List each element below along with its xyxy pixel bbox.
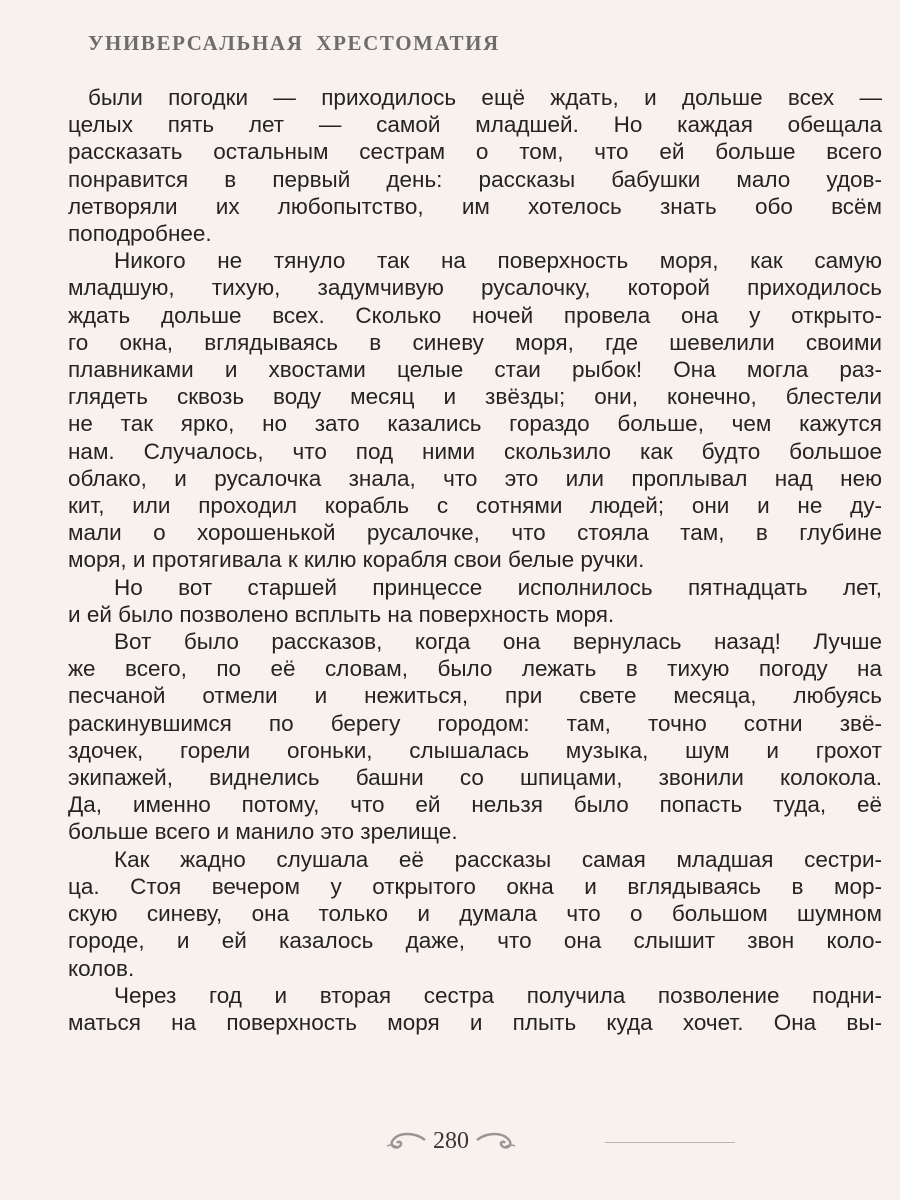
text-line: плавниками и хвостами целые стаи рыбок! Она могла раз-	[68, 357, 882, 383]
text-line: Никого не тянуло так на поверхность моря, как самую	[114, 248, 882, 274]
text-line: младшую, тихую, задумчивую русалочку, которой приходилось	[68, 275, 882, 301]
text-line: были погодки — приходилось ещё ждать, и дольше всех —	[88, 85, 882, 110]
text-line: Но вот старшей принцессе исполнилось пятнадцать лет,	[114, 574, 882, 600]
text-line: здочек, горели огоньки, слышалась музыка, шум и грохот	[68, 737, 882, 763]
text-line: больше всего и манило это зрелище.	[68, 819, 458, 845]
text-line: моря, и протягивала к килю корабля свои белые ручки.	[68, 547, 645, 573]
text-line: рассказать остальным сестрам о том, что ей больше всего	[68, 139, 882, 165]
text-line: Через год и вторая сестра получила позволение подни-	[114, 982, 882, 1008]
text-line: и ей было позволено всплыть на поверхность моря.	[68, 601, 615, 627]
text-line: колов.	[68, 955, 135, 981]
text-line: ждать дольше всех. Сколько ночей провела она у открыто-	[68, 302, 882, 328]
text-line: ца. Стоя вечером у открытого окна и вглядываясь в мор-	[68, 873, 882, 899]
text-line: городе, и ей казалось даже, что она слышит звон коло-	[68, 928, 882, 954]
text-line: го окна, вглядываясь в синеву моря, где шевелили своими	[68, 329, 882, 355]
text-line: скую синеву, она только и думала что о большом шумном	[68, 901, 882, 927]
text-line: маться на поверхность моря и плыть куда хочет. Она вы-	[68, 1009, 882, 1035]
body-text	[68, 84, 882, 1036]
text-line: целых пять лет — самой младшей. Но каждая обещала	[68, 112, 882, 138]
text-line: песчаной отмели и нежиться, при свете месяца, любуясь	[68, 683, 882, 709]
text-line: облако, и русалочка знала, что это или проплывал над нею	[68, 465, 882, 491]
right-ornament-icon	[475, 1132, 517, 1152]
text-line: же всего, по её словам, было лежать в тихую погоду на	[68, 656, 882, 682]
text-line: кит, или проходил корабль с сотнями людей; они и не ду-	[68, 493, 882, 519]
text-line: понравится в первый день: рассказы бабушки мало удов-	[68, 166, 882, 192]
text-line: мали о хорошенькой русалочке, что стояла там, в глубине	[68, 520, 882, 546]
running-header: УНИВЕРСАЛЬНАЯ ХРЕСТОМАТИЯ	[88, 31, 500, 55]
text-line: Как жадно слушала её рассказы самая младшая сестри-	[114, 846, 882, 872]
text-line: летворяли их любопытство, им хотелось знать обо всём	[68, 193, 882, 219]
page-footer	[385, 1128, 517, 1155]
page-number: 280	[433, 1128, 469, 1154]
text-line: нам. Случалось, что под ними скользило как будто большое	[68, 438, 882, 464]
text-line: не так ярко, но зато казались гораздо больше, чем кажутся	[68, 411, 882, 437]
footer-rule	[605, 1142, 735, 1143]
text-line: глядеть сквозь воду месяц и звёзды; они, конечно, блестели	[68, 384, 882, 410]
text-line: Да, именно потому, что ей нельзя было попасть туда, её	[68, 792, 882, 818]
text-line: Вот было рассказов, когда она вернулась назад! Лучше	[114, 629, 882, 655]
text-line: экипажей, виднелись башни со шпицами, звонили колокола.	[68, 765, 882, 791]
text-line: раскинувшимся по берегу городом: там, точно сотни звё-	[68, 710, 882, 736]
text-line: поподробнее.	[68, 221, 212, 247]
left-ornament-icon	[385, 1132, 427, 1152]
